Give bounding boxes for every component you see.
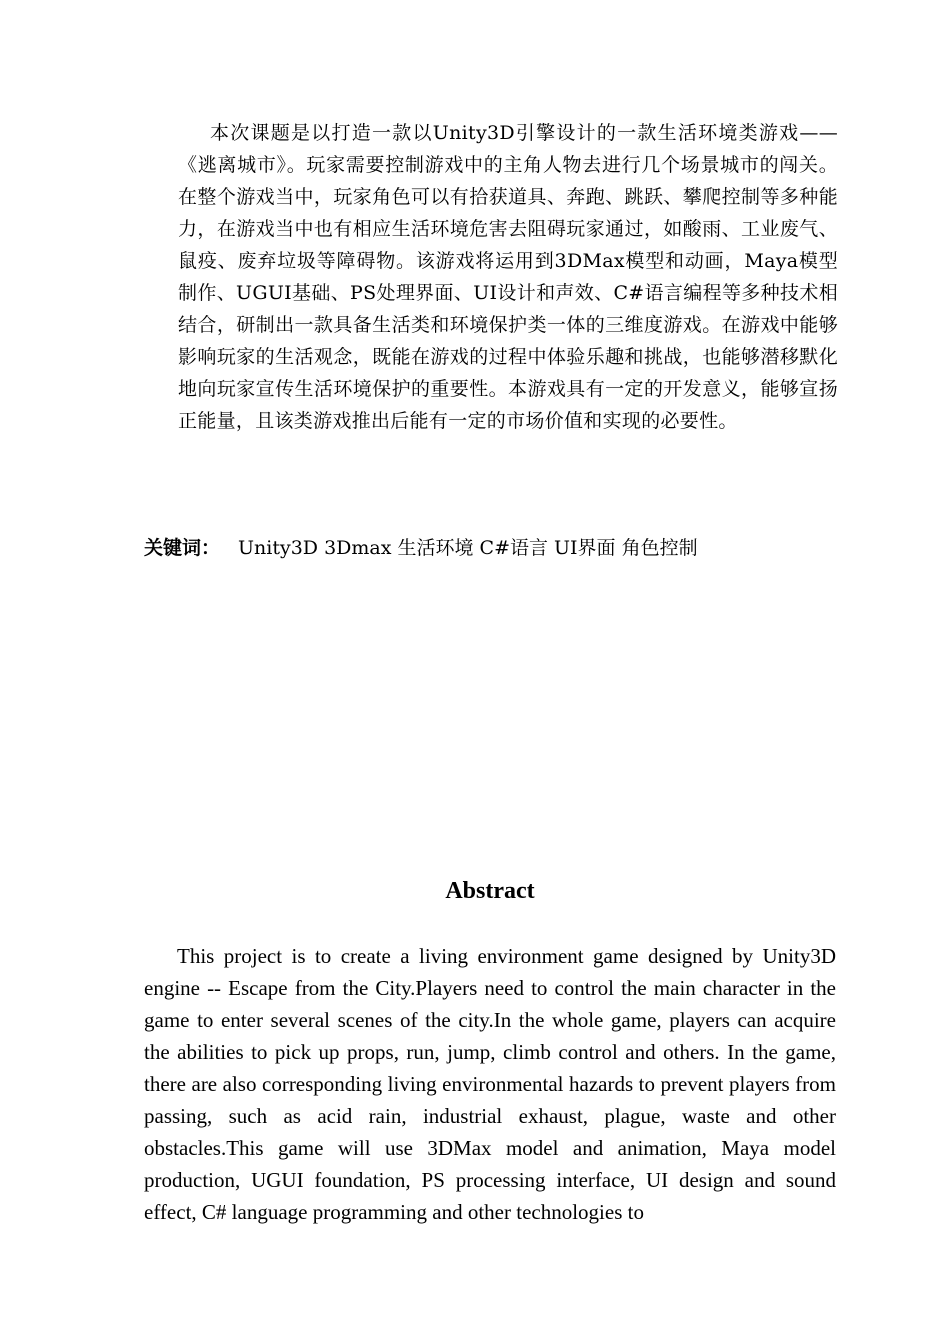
keywords-value: Unity3D 3Dmax 生活环境 C#语言 UI界面 角色控制 — [238, 537, 698, 559]
chinese-abstract-paragraph: 本次课题是以打造一款以Unity3D引擎设计的一款生活环境类游戏——《逃离城市》。玩家需要控制游戏中的主角人物去进行几个场景城市的闯关。在整个游戏当中，玩家角色可以有拾获道具、奔跑、跳跃、攀爬控制等多种能力，在游戏当中也有相应生活环境危害去阻碍玩家通过，如酸雨、工业废气、鼠疫、废弃垃圾等障碍物。该游戏将运用到3DMax模型和动画，Maya模型制作、UGUI基础、PS处理界面、UI设计和声效、C#语言编程等多种技术相结合，研制出一款具备生活类和环境保护类一体的三维度游戏。在游戏中能够影响玩家的生活观念，既能在游戏的过程中体验乐趣和挑战，也能够潜移默化地向玩家宣传生活环境保护的重要性。本游戏具有一定的开发意义，能够宣扬正能量，且该类游戏推出后能有一定的市场价值和实现的必要性。 — [178, 122, 838, 432]
english-abstract-paragraph: This project is to create a living environment game designed by Unity3D engine -- Escape from the City.Players need to control the main character in the game to enter several scenes of the city.In the whole game, players can acquire the abilities to pick up props, run, jump, climb control and others. In the game, there are also corresponding living environmental hazards to prevent players from passing, such as acid rain, industrial exhaust, plague, waste and other obstacles.This game will use 3DMax model and animation, Maya model production, UGUI foundation, PS processing interface, UI design and sound effect, C# language programming and other technologies to — [144, 944, 836, 1224]
keywords-line — [144, 534, 844, 562]
keywords-label: 关键词： — [144, 537, 221, 559]
abstract-heading: Abstract — [445, 878, 535, 904]
